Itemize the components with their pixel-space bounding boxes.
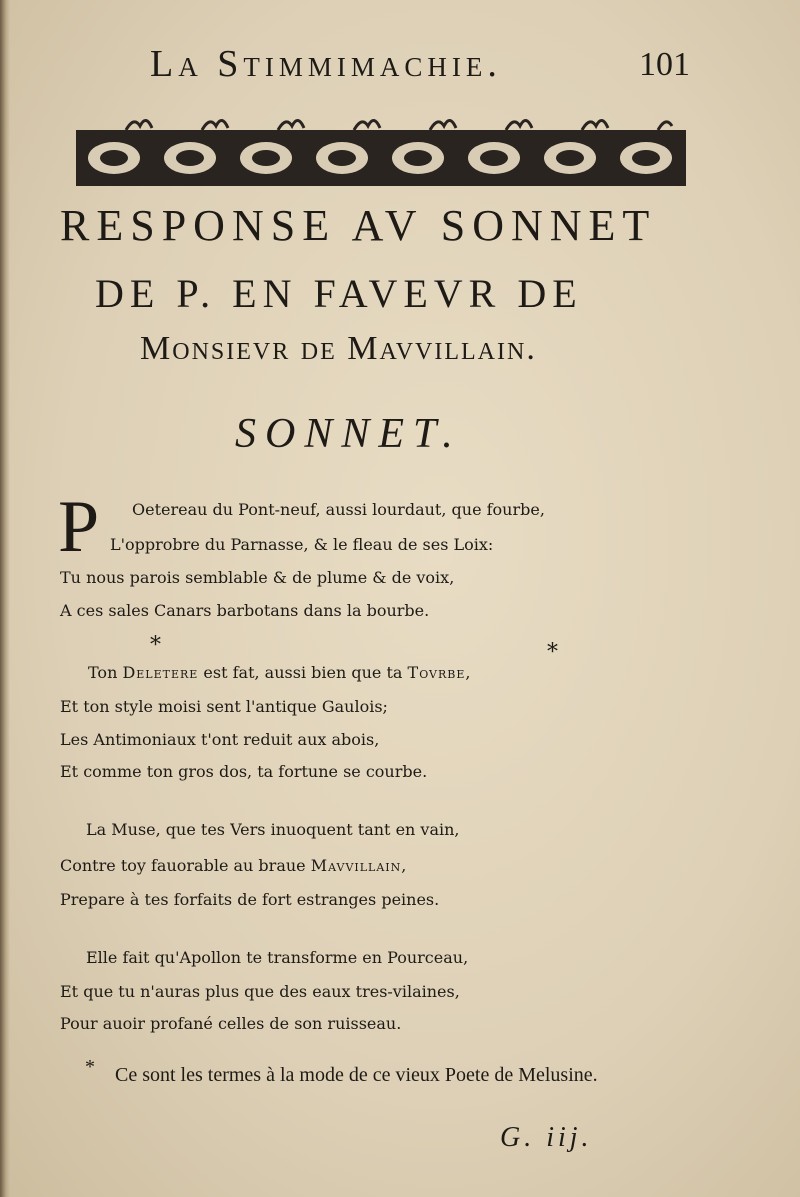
- footnote-marker: *: [85, 1056, 95, 1078]
- footnote: [55, 1056, 705, 1089]
- heading-line-3: Monsievr de Mavvillain.: [140, 330, 537, 367]
- footnote-text: Ce sont les termes à la mode de ce vieux Poete de Melusine.: [115, 1064, 598, 1086]
- running-head: [150, 42, 690, 92]
- verse-line: La Muse, que tes Vers inuoquent tant en vain,: [86, 820, 460, 839]
- heading-line-2: DE P. EN FAVEVR DE: [95, 271, 583, 316]
- verse-line: Oetereau du Pont-neuf, aussi lourdaut, que fourbe,: [132, 500, 545, 519]
- asterisk-marker: *: [150, 633, 161, 658]
- heading-line-1: RESPONSE AV SONNET: [60, 201, 657, 250]
- verse-line: A ces sales Canars barbotans dans la bourbe.: [60, 601, 430, 620]
- verse-line: Tu nous parois semblable & de plume & de voix,: [60, 568, 455, 587]
- page-gutter-shadow: [0, 0, 10, 1197]
- signature-mark: G. iij.: [500, 1122, 593, 1153]
- verse-text: Contre toy fauorable au braue: [60, 856, 311, 875]
- verse-line: Prepare à tes forfaits de fort estranges peines.: [60, 890, 440, 909]
- verse-line: [60, 856, 407, 875]
- drop-capital: P: [58, 486, 100, 568]
- verse-line: Et ton style moisi sent l'antique Gaulois;: [60, 697, 388, 716]
- verse-line: Et comme ton gros dos, ta fortune se courbe.: [60, 762, 428, 781]
- verse-line: [88, 663, 471, 682]
- verse-line: Elle fait qu'Apollon te transforme en Pourceau,: [86, 948, 469, 967]
- page-number: 101: [639, 46, 690, 83]
- verse-line: L'opprobre du Parnasse, & le fleau de ses Loix:: [110, 535, 494, 554]
- verse-smallcaps: Tovrbe,: [407, 663, 472, 682]
- verse-smallcaps: Deletere: [122, 663, 199, 682]
- asterisk-marker: *: [547, 640, 558, 665]
- verse-line: Et que tu n'auras plus que des eaux tres-vilaines,: [60, 982, 460, 1001]
- sonnet-title: SONNET.: [235, 411, 462, 457]
- verse-smallcaps: Mavvillain,: [310, 856, 408, 875]
- running-head-title: La Stimmimachie.: [150, 43, 502, 85]
- verse-text: Ton: [88, 663, 123, 682]
- verse-text: est fat, aussi bien que ta: [198, 663, 408, 682]
- verse-line: Pour auoir profané celles de son ruisseau.: [60, 1014, 402, 1033]
- ornament-band-icon: [76, 112, 686, 188]
- verse-line: Les Antimoniaux t'ont reduit aux abois,: [60, 730, 380, 749]
